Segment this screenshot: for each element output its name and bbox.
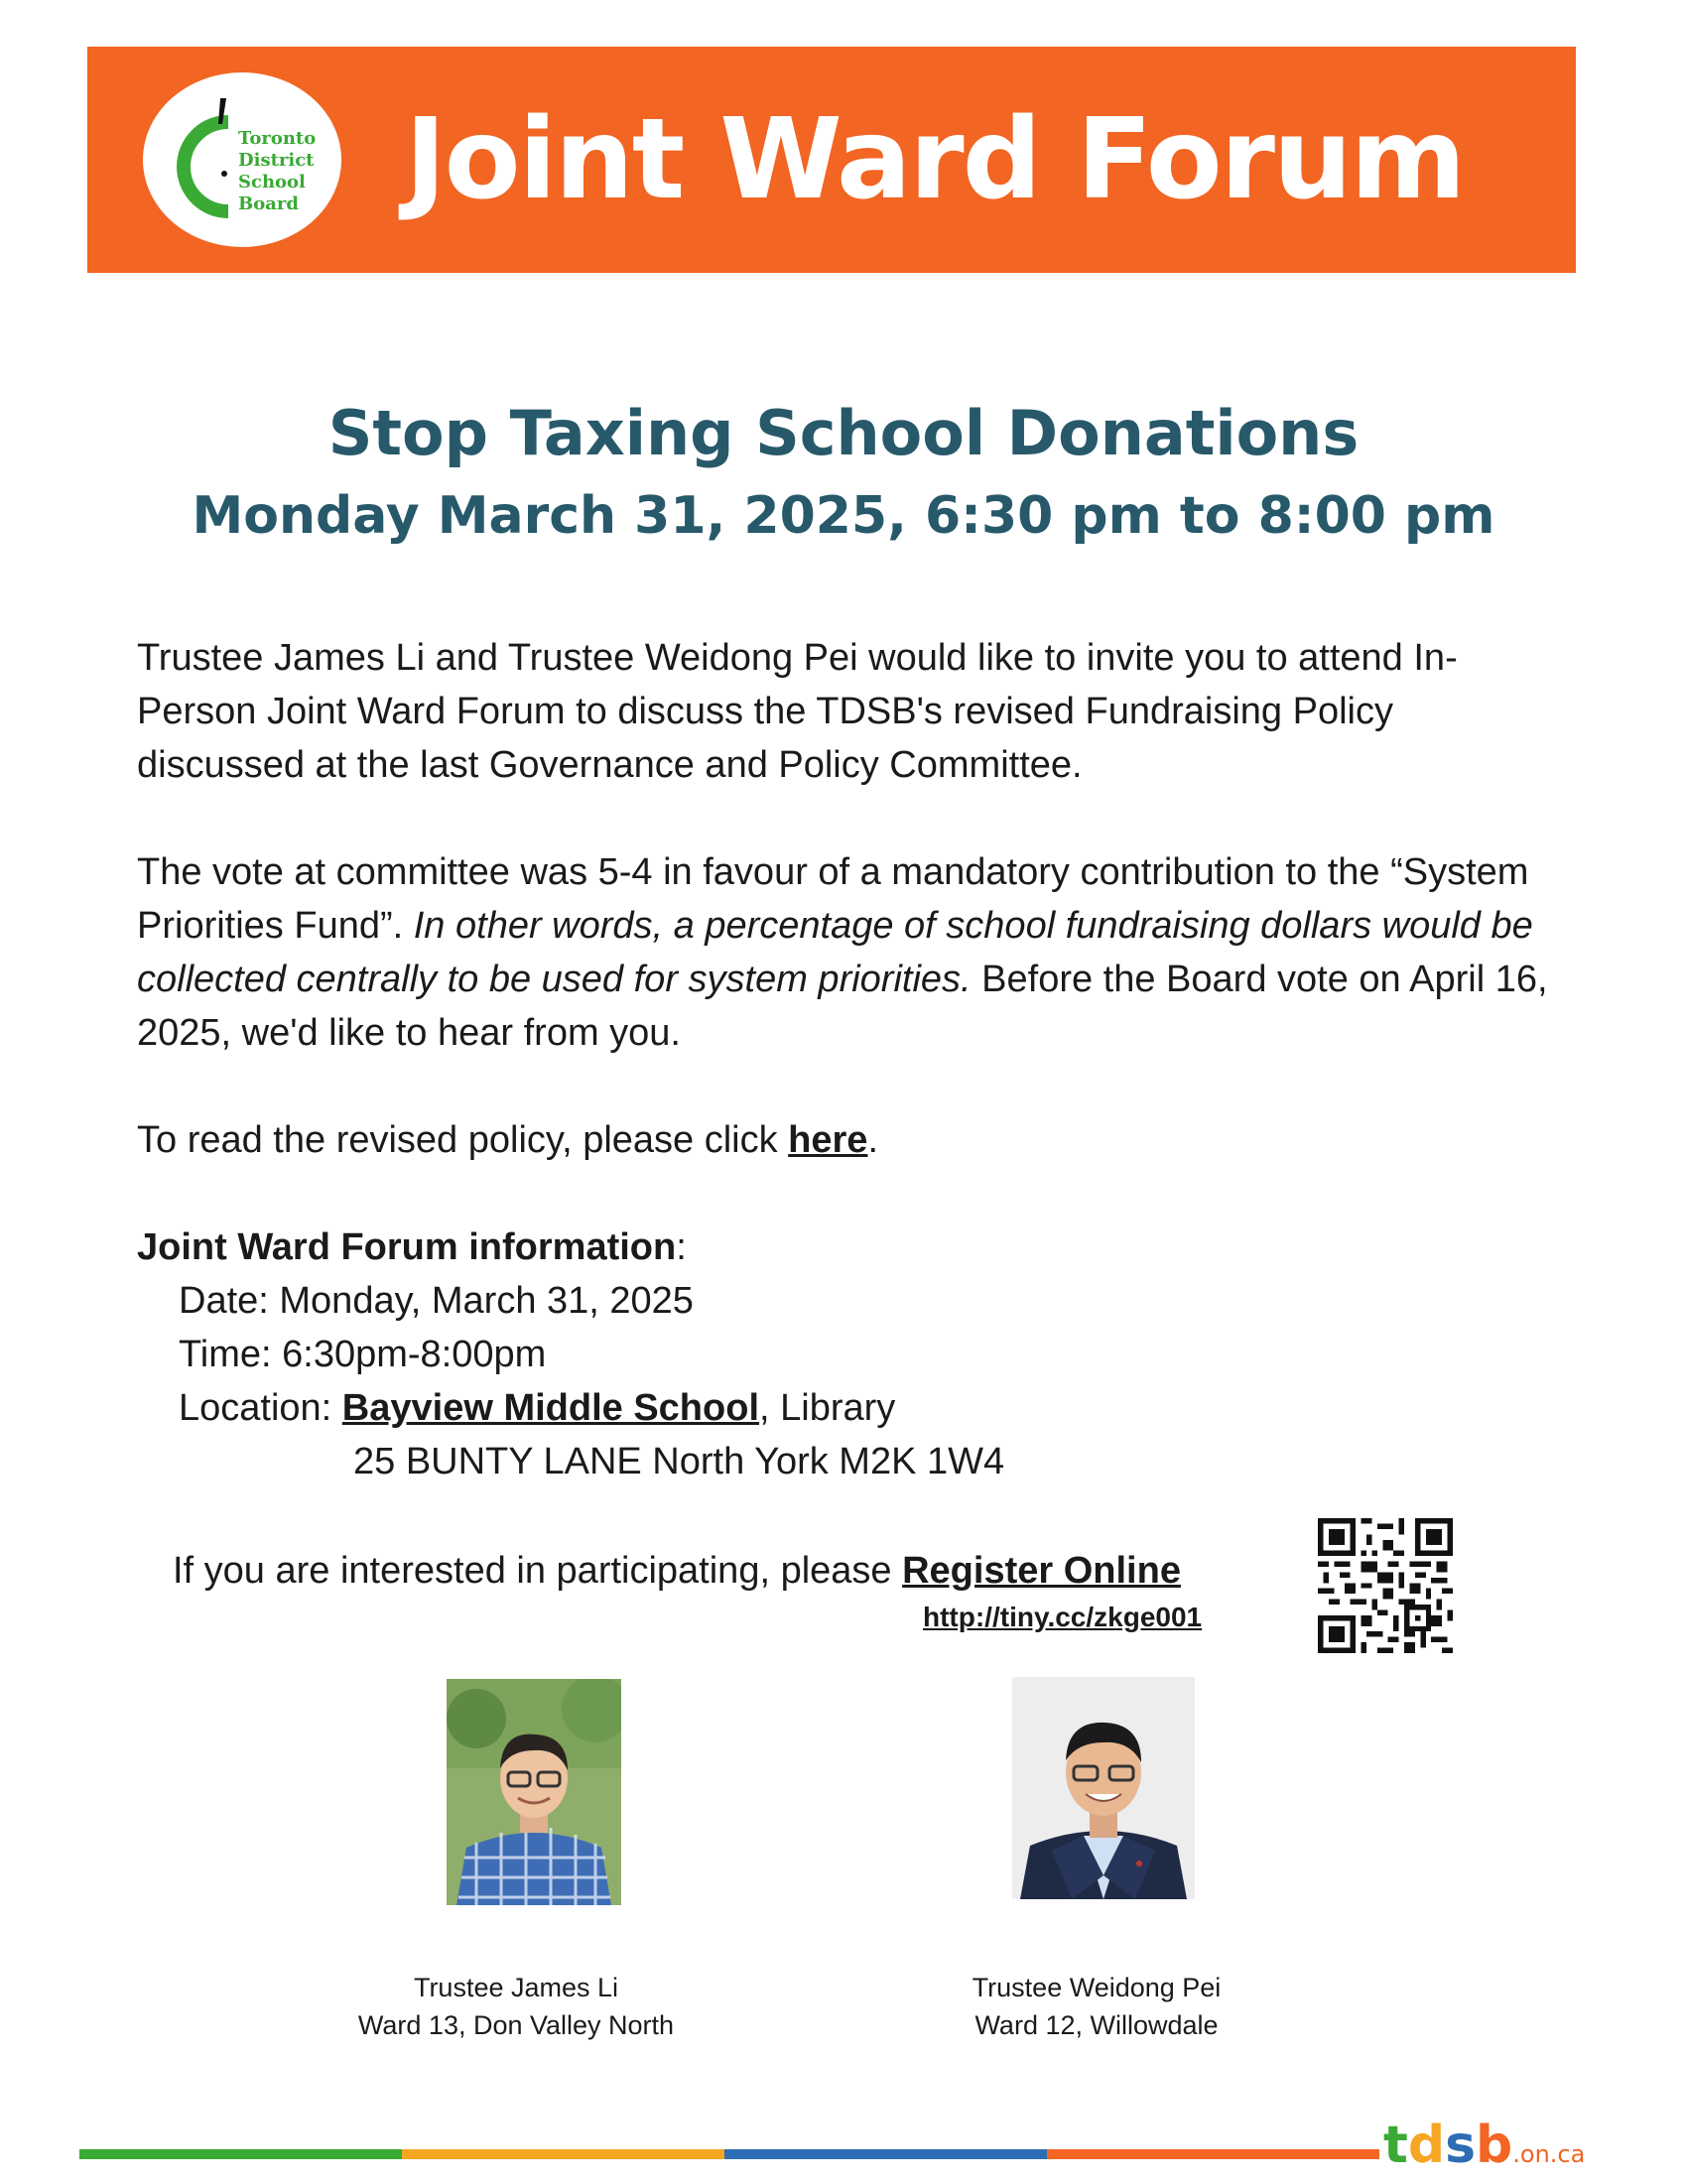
- trustee-ward: Ward 13, Don Valley North: [357, 2010, 675, 2040]
- policy-paragraph: [137, 1113, 1556, 1167]
- info-date: Date: Monday, March 31, 2025: [179, 1280, 694, 1322]
- vote-paragraph: [137, 845, 1556, 1060]
- register-online-link[interactable]: Register Online: [902, 1550, 1181, 1592]
- footer-bar-orange: [1047, 2149, 1369, 2159]
- policy-here-link[interactable]: here: [788, 1119, 868, 1161]
- policy-text: To read the revised policy, please click: [137, 1119, 789, 1161]
- trustee-name: Trustee Weidong Pei: [972, 1973, 1222, 2002]
- info-heading: Joint Ward Forum information:: [137, 1226, 687, 1268]
- event-datetime: Monday March 31, 2025, 6:30 pm to 8:00 pm: [192, 486, 1495, 546]
- footer-bar-green: [79, 2149, 402, 2159]
- logo-text: Toronto District School Board: [238, 128, 317, 214]
- location-link[interactable]: Bayview Middle School: [341, 1387, 760, 1429]
- register-url-link[interactable]: http://tiny.cc/zkge001: [923, 1602, 1203, 1632]
- register-line: If you are interested in participating, please Register Online: [173, 1550, 1181, 1592]
- intro-paragraph: Trustee James Li and Trustee Weidong Pei would like to invite you to attend In-Person Joint Ward Forum to discuss the TDSB's revised Fundraising Policy discussed at the last Governance and Policy Committee.: [137, 637, 1458, 786]
- header-banner: [87, 47, 1576, 273]
- vote-text: The vote at committee was 5-4 in favour of a mandatory contribution to the “System Priorities Fund”.: [137, 851, 1529, 947]
- footer-bar-yellow: [402, 2149, 724, 2159]
- vote-italic-text: In other words, a percentage of school fundraising dollars would be collected centrally to be used for system priorities.: [137, 905, 1533, 1000]
- info-address: 25 BUNTY LANE North York M2K 1W4: [353, 1441, 1005, 1482]
- page-title: Stop Taxing School Donations: [327, 397, 1360, 469]
- policy-end: .: [867, 1119, 879, 1161]
- info-time: Time: 6:30pm-8:00pm: [179, 1334, 547, 1375]
- banner-title: Joint Ward Forum: [405, 95, 1465, 224]
- footer-bar-blue: [724, 2149, 1047, 2159]
- vote-text-end: Before the Board vote on April 16, 2025, we'd like to hear from you.: [137, 959, 1548, 1054]
- qr-code-icon[interactable]: [1318, 1518, 1453, 1653]
- apple-c-icon: [159, 92, 238, 231]
- trustee-ward: Ward 12, Willowdale: [974, 2010, 1219, 2040]
- trustee-james-li-photo: [447, 1679, 621, 1905]
- trustee-caption: [888, 1969, 1305, 2044]
- trustee-weidong-pei-photo: [1012, 1677, 1195, 1899]
- trustee-caption: [308, 1969, 724, 2044]
- trustee-name: Trustee James Li: [413, 1973, 619, 2002]
- tdsb-footer-logo: tdsb.on.ca: [1383, 2116, 1586, 2175]
- tdsb-logo: [143, 72, 341, 247]
- footer-bar-orange-end: [1369, 2149, 1379, 2159]
- info-location: Location: Bayview Middle School, Library: [179, 1387, 896, 1429]
